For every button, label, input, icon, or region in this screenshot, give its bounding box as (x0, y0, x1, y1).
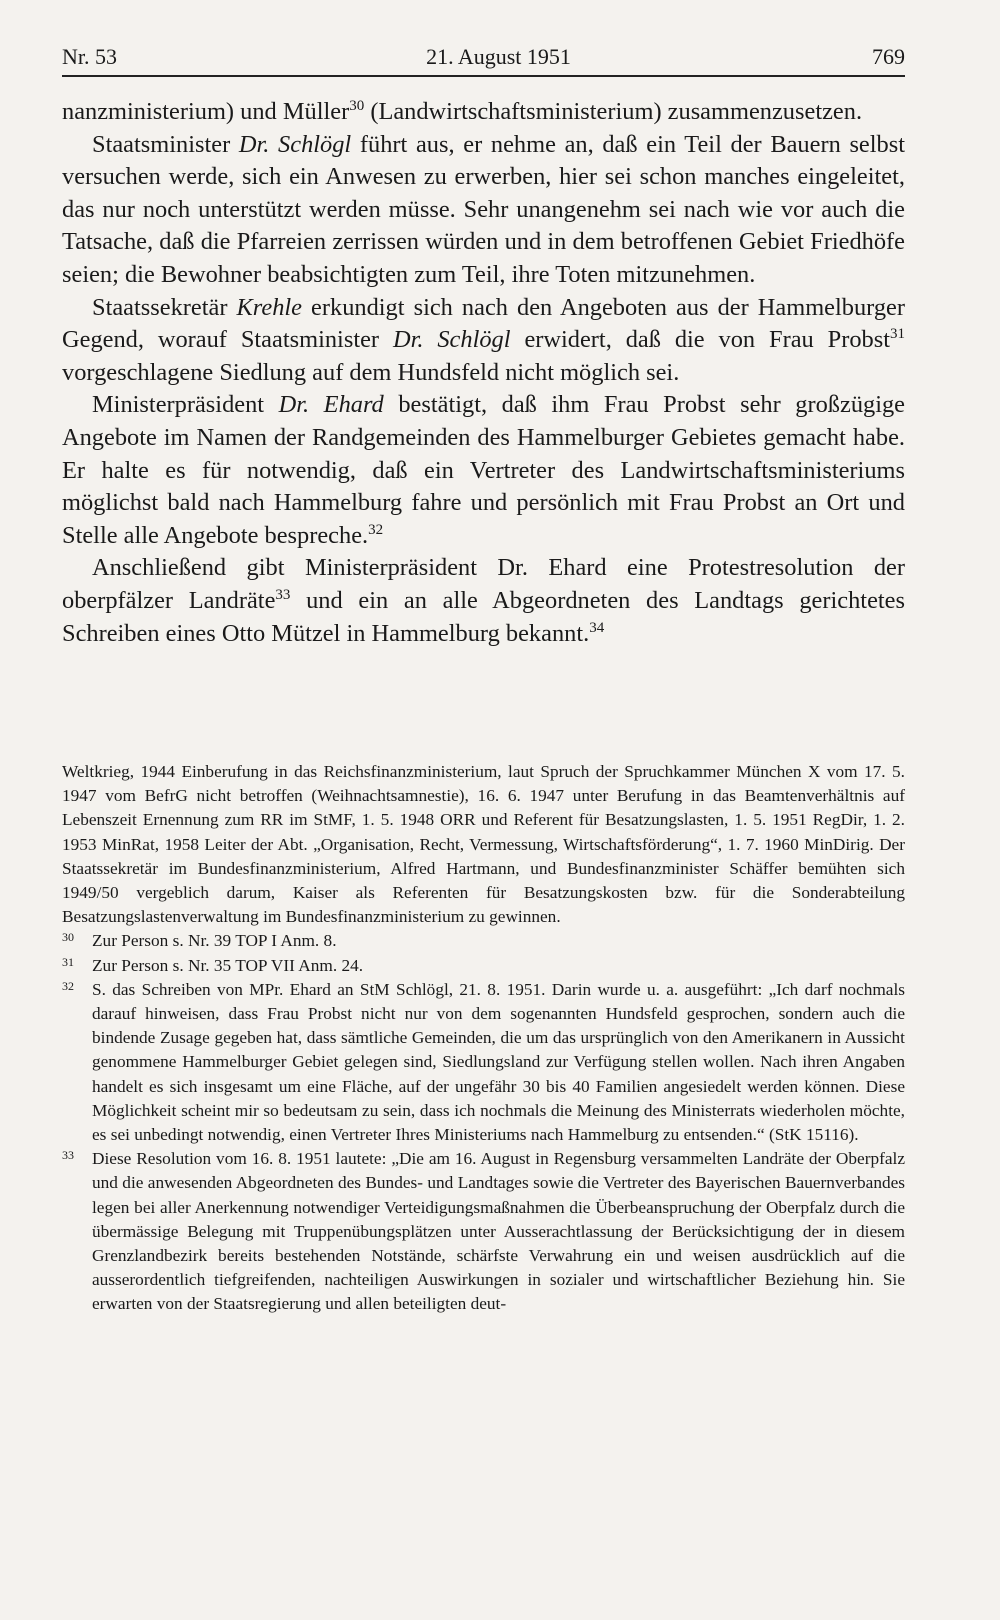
footnote-32 (62, 978, 905, 1147)
text-run: Staatsminister (92, 130, 239, 158)
footnote-text: Zur Person s. Nr. 35 TOP VII Anm. 24. (92, 955, 364, 975)
footnote-31 (62, 954, 905, 978)
footnote-number: 32 (62, 978, 74, 993)
text-run: und ein an alle Abgeordneten des Landtags gerichtetes Schreiben eines Otto Mützel in Hammelburg bekannt. (62, 586, 906, 647)
person-name: Dr. Schlögl (238, 130, 352, 158)
text-run: (Landwirtschaftsministerium) zusammenzusetzen. (364, 98, 863, 125)
footnote-33 (62, 1147, 905, 1316)
footnote-ref: 34 (589, 619, 605, 636)
running-header (62, 40, 905, 74)
text-run: Staatssekretär (92, 293, 237, 321)
footnote-ref: 33 (275, 586, 291, 603)
text-run: erwidert, daß die von Frau Probst (510, 326, 890, 354)
footnote-number: 30 (62, 930, 74, 945)
header-rule (62, 75, 905, 77)
page-number: 769 (872, 44, 905, 69)
text-run: Anschließend gibt Ministerpräsident Dr. Ehard eine Protestresolution der oberpfälzer Landräte (62, 554, 905, 614)
footnote-text: S. das Schreiben von MPr. Ehard an StM Schlögl, 21. 8. 1951. Darin wurde u. a. ausgeführt: „Ich darf nochmals darauf hinweisen, dass Frau Probst nicht nur von dem sogenannten Hundsfeld gesprochen, sondern auch die bindende Zusage gegeben hat, dass sämtliche Gemeinden, die um das ursprünglich von den Amerikanern in Aussicht genommene Hammelburger Gebiet gelegen sind, Siedlungsland zur Verfügung stellen wollen. Nach ihren Angaben handelt es sich insgesamt um eine Fläche, auf der ungefähr 30 bis 40 Familien angesiedelt werden können. Diese Möglichkeit scheint mir so bedeutsam zu sein, dass ich nochmals die Meinung des Ministerrats wiederholen möchte, es sei unbedingt notwendig, einen Vertreter Ihres Ministeriums nach Hammelburg zu entsenden.“ (StK 15116). (92, 979, 905, 1145)
footnote-ref: 31 (890, 326, 905, 343)
footnote-ref: 32 (368, 521, 384, 538)
paragraph-3 (62, 292, 905, 390)
footnote-continuation: Weltkrieg, 1944 Einberufung in das Reichsfinanzministerium, laut Spruch der Spruchkammer München X vom 17. 5. 1947 vom BefrG nicht betroffen (Weihnachtsamnestie), 16. 6. 1947 unter Berufung in das Beamtenverhältnis auf Lebenszeit Ernennung zum RR im StMF, 1. 5. 1948 ORR und Referent für Besatzungslasten, 1. 5. 1951 RegDir, 1. 2. 1953 MinRat, 1958 Leiter der Abt. „Organisation, Recht, Vermessung, Wirtschaftsförderung“, 1. 7. 1960 MinDirig. Der Staatssekretär im Bundesfinanzministerium, Alfred Hartmann, und Bundesfinanzminister Schäffer bemühten sich 1949/50 vergeblich darum, Kaiser als Referenten für Besatzungskosten bzw. für die Sonderabteilung Besatzungslastenverwaltung im Bundesfinanzministerium zu gewinnen. (62, 762, 905, 927)
footnote-ref: 30 (349, 98, 365, 114)
person-name: Dr. Schlögl (392, 326, 511, 354)
document-number: Nr. 53 (62, 44, 117, 69)
footnote-30 (62, 929, 905, 953)
text-run: führt aus, er nehme an, daß ein Teil der Bauern selbst versuchen werde, sich ein Anwesen zu erwerben, hier sei schon manches eingeleitet, das nur noch unterstützt werden müsse. Sehr unangenehm sei nach wie vor auch die Tatsache, daß die Pfarreien zerrissen würden und in dem betroffenen Gebiet Friedhöfe seien; die Bewohner beabsichtigten zum Teil, ihre Toten mitzunehmen. (62, 130, 905, 288)
paragraph-4 (62, 389, 905, 552)
paragraph-2 (62, 129, 905, 292)
text-run: nanzministerium) und Müller (62, 98, 350, 125)
footnote-number: 33 (62, 1148, 74, 1163)
footnote-text: Diese Resolution vom 16. 8. 1951 lautete: „Die am 16. August in Regensburg versammelten Landräte der Oberpfalz und die anwesenden Abgeordneten des Bundes- und Landtages sowie die Vertreter des Bayerischen Bauernverbandes legen bei aller Anerkennung notwendiger Verteidigungsmaßnahmen die Überbeanspruchung der Oberpfalz durch die übermässige Belegung mit Truppenübungsplätzen unter Ausserachtlassung der Berücksichtigung der in diesem Grenzlandbezirk bereits bestehenden Notstände, schärfste Verwahrung ein und weisen ausdrücklich auf die ausserordentlich tiefgreifenden, nachteiligen Auswirkungen in sozialer und wirtschaftlicher Beziehung hin. Sie erwarten von der Staatsregierung und allen beteiligten deut- (92, 1149, 905, 1314)
paragraph-1 (62, 96, 905, 129)
text-run: Ministerpräsident (92, 391, 279, 419)
text-run: vorgeschlagene Siedlung auf dem Hundsfeld nicht möglich sei. (62, 358, 680, 386)
header-date: 21. August 1951 (426, 44, 571, 69)
paragraph-5 (62, 552, 905, 650)
footnote-text: Zur Person s. Nr. 39 TOP I Anm. 8. (92, 931, 337, 951)
text-run: erkundigt sich nach den Angeboten aus der Hammelburger Gegend, worauf Staatsminister (62, 293, 906, 354)
person-name: Dr. Ehard (278, 391, 384, 419)
main-text (62, 96, 905, 650)
footnote-number: 31 (62, 954, 74, 969)
text-run: bestätigt, daß ihm Frau Probst sehr großzügige Angebote im Namen der Randgemeinden des Hammelburger Gebietes gemacht habe. Er halte es für notwendig, daß ein Vertreter des Landwirtschaftsministeriums möglichst bald nach Hammelburg fahre und persönlich mit Frau Probst an Ort und Stelle alle Angebote bespreche. (62, 391, 906, 549)
footnotes (62, 760, 905, 1317)
person-name: Krehle (236, 293, 302, 321)
